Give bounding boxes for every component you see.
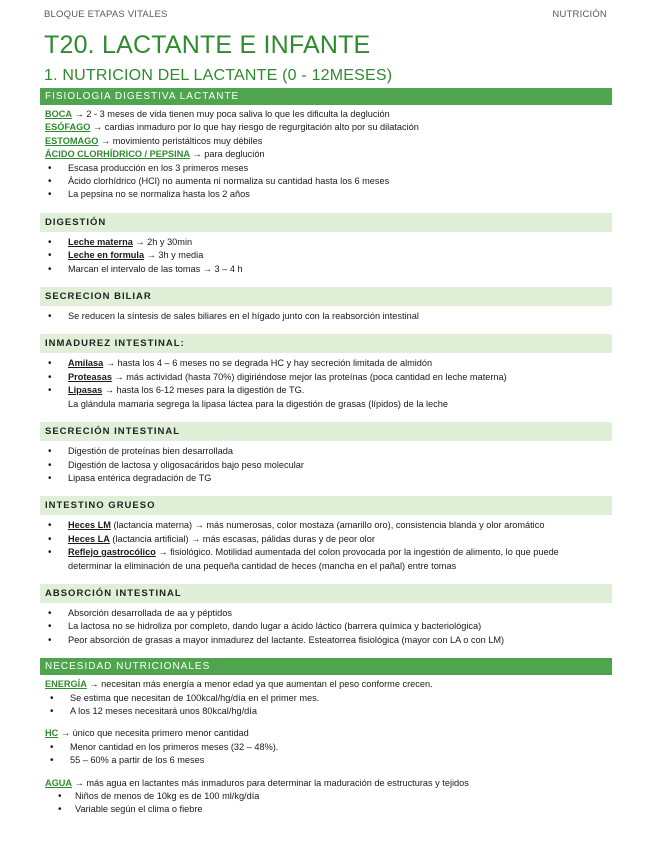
list-item: • Digestión de proteínas bien desarrollada xyxy=(40,445,612,458)
list-item: • Peor absorción de grasas a mayor inmadurez del lactante. Esteatorrea fisiológica (mayor con LA o con LM) xyxy=(40,634,612,647)
list-item: • Reflejo gastrocólico → fisiológico. Motilidad aumentada del colon provocada por la ingestión de alimento, lo que puede xyxy=(40,546,612,559)
energia-text: → necesitan más energía a menor edad ya que aumentan el peso conforme crecen. xyxy=(86,679,433,690)
list-item: • Lipasa entérica degradación de TG xyxy=(40,472,612,485)
agua-line xyxy=(40,777,612,790)
agua-text: → más agua en lactantes más inmaduros para determinar la maduración de estructuras y tejidos xyxy=(72,777,469,788)
list-item: • Se reducen la síntesis de sales biliares en el hígado junto con la reabsorción intestinal xyxy=(40,310,612,323)
list-item: • Escasa producción en los 3 primeros meses xyxy=(40,162,612,175)
absorcion-list xyxy=(40,607,612,647)
agua-list xyxy=(40,790,612,817)
list-item: • Heces LM (lactancia materna) → más numerosas, color mostaza (amarillo oro), consistencia blanda y olor aromático xyxy=(40,519,612,532)
hc-list xyxy=(40,741,612,768)
page-title: T20. LACTANTE E INFANTE xyxy=(44,31,371,59)
acido-list xyxy=(40,162,612,202)
esofago-text: → cardias inmaduro por lo que hay riesgo de regurgitación alto por su dilatación xyxy=(90,122,419,133)
lipasa-continuation: La glándula mamaria segrega la lipasa láctea para la digestión de grasas (lípidos) de la leche xyxy=(68,398,448,409)
list-item: • Lipasas → hasta los 6-12 meses para la digestión de TG. xyxy=(40,384,612,397)
digestion-list xyxy=(40,236,612,276)
header-right: NUTRICIÓN xyxy=(552,9,607,20)
list-item: • Marcan el intervalo de las tomas → 3 – 4 h xyxy=(40,263,612,276)
reflejo-continuation: determinar la eliminación de una pequeña cantidad de heces (mancha en el pañal) entre tomas xyxy=(68,560,457,571)
list-item: • Se estima que necesitan de 100kcal/hg/día en el primer mes. xyxy=(40,692,612,705)
section-heading-digestion: DIGESTIÓN xyxy=(40,213,612,232)
hc-keyword: HC xyxy=(45,728,59,739)
list-item: • 55 – 60% a partir de los 6 meses xyxy=(40,754,612,767)
energia-list xyxy=(40,692,612,719)
list-item: • Leche materna → 2h y 30min xyxy=(40,236,612,249)
list-item: • Amilasa → hasta los 4 – 6 meses no se degrada HC y hay secreción limitada de almidón xyxy=(40,357,612,370)
agua-keyword: AGUA xyxy=(45,777,73,788)
esofago-keyword: ESÓFAGO xyxy=(45,122,91,133)
energia-keyword: ENERGÍA xyxy=(45,679,87,690)
section-heading-absorcion: ABSORCIÓN INTESTINAL xyxy=(40,584,612,603)
acido-keyword: ÁCIDO CLORHÍDRICO / PEPSINA xyxy=(45,149,190,160)
section-heading-secrecion-intestinal: SECRECIÓN INTESTINAL xyxy=(40,422,612,441)
list-item: • Variable según el clima o fiebre xyxy=(40,803,612,816)
biliar-list xyxy=(40,310,612,323)
acido-line xyxy=(40,148,612,161)
header-left: BLOQUE ETAPAS VITALES xyxy=(44,9,168,20)
section-heading-secrecion-biliar: SECRECION BILIAR xyxy=(40,287,612,306)
boca-line xyxy=(40,108,612,121)
list-item: • Menor cantidad en los primeros meses (32 – 48%). xyxy=(40,741,612,754)
list-item: • Absorción desarrollada de aa y péptidos xyxy=(40,607,612,620)
secrecion-list xyxy=(40,445,612,485)
list-item: • La lactosa no se hidroliza por completo, dando lugar a ácido láctico (barrera química y bacteriológica) xyxy=(40,620,612,633)
list-item: • Ácido clorhídrico (HCl) no aumenta ni normaliza su cantidad hasta los 6 meses xyxy=(40,175,612,188)
hc-line xyxy=(40,727,612,740)
hc-text: → único que necesita primero menor cantidad xyxy=(58,728,249,739)
section-heading-fisiologia: FISIOLOGIA DIGESTIVA LACTANTE xyxy=(40,88,612,105)
list-item: • La pepsina no se normaliza hasta los 2 años xyxy=(40,188,612,201)
content xyxy=(40,88,612,817)
list-item: • Heces LA (lactancia artificial) → más escasas, pálidas duras y de peor olor xyxy=(40,533,612,546)
estomago-text: → movimiento peristálticos muy débiles xyxy=(98,135,263,146)
inmadurez-list xyxy=(40,357,612,397)
list-item: • Digestión de lactosa y oligosacáridos bajo peso molecular xyxy=(40,459,612,472)
section-heading-necesidad: NECESIDAD NUTRICIONALES xyxy=(40,658,612,675)
estomago-keyword: ESTOMAGO xyxy=(45,135,99,146)
section-heading-inmadurez: INMADUREZ INTESTINAL: xyxy=(40,334,612,353)
esofago-line xyxy=(40,121,612,134)
list-item: • Proteasas → más actividad (hasta 70%) digiriéndose mejor las proteínas (poca cantidad en leche materna) xyxy=(40,371,612,384)
boca-text: → 2 - 3 meses de vida tienen muy poca saliva lo que les dificulta la deglución xyxy=(72,109,390,119)
estomago-line xyxy=(40,135,612,148)
list-item: • Niños de menos de 10kg es de 100 ml/kg/día xyxy=(40,790,612,803)
section-heading-intestino-grueso: INTESTINO GRUESO xyxy=(40,496,612,515)
list-item: • A los 12 meses necesitará unos 80kcal/hg/día xyxy=(40,705,612,718)
energia-line xyxy=(40,678,612,691)
boca-keyword: BOCA xyxy=(45,109,73,119)
grueso-list xyxy=(40,519,612,559)
page-subtitle: 1. NUTRICION DEL LACTANTE (0 - 12MESES) xyxy=(44,67,393,84)
list-item: • Leche en formula → 3h y media xyxy=(40,249,612,262)
acido-text: → para deglución xyxy=(189,149,265,160)
